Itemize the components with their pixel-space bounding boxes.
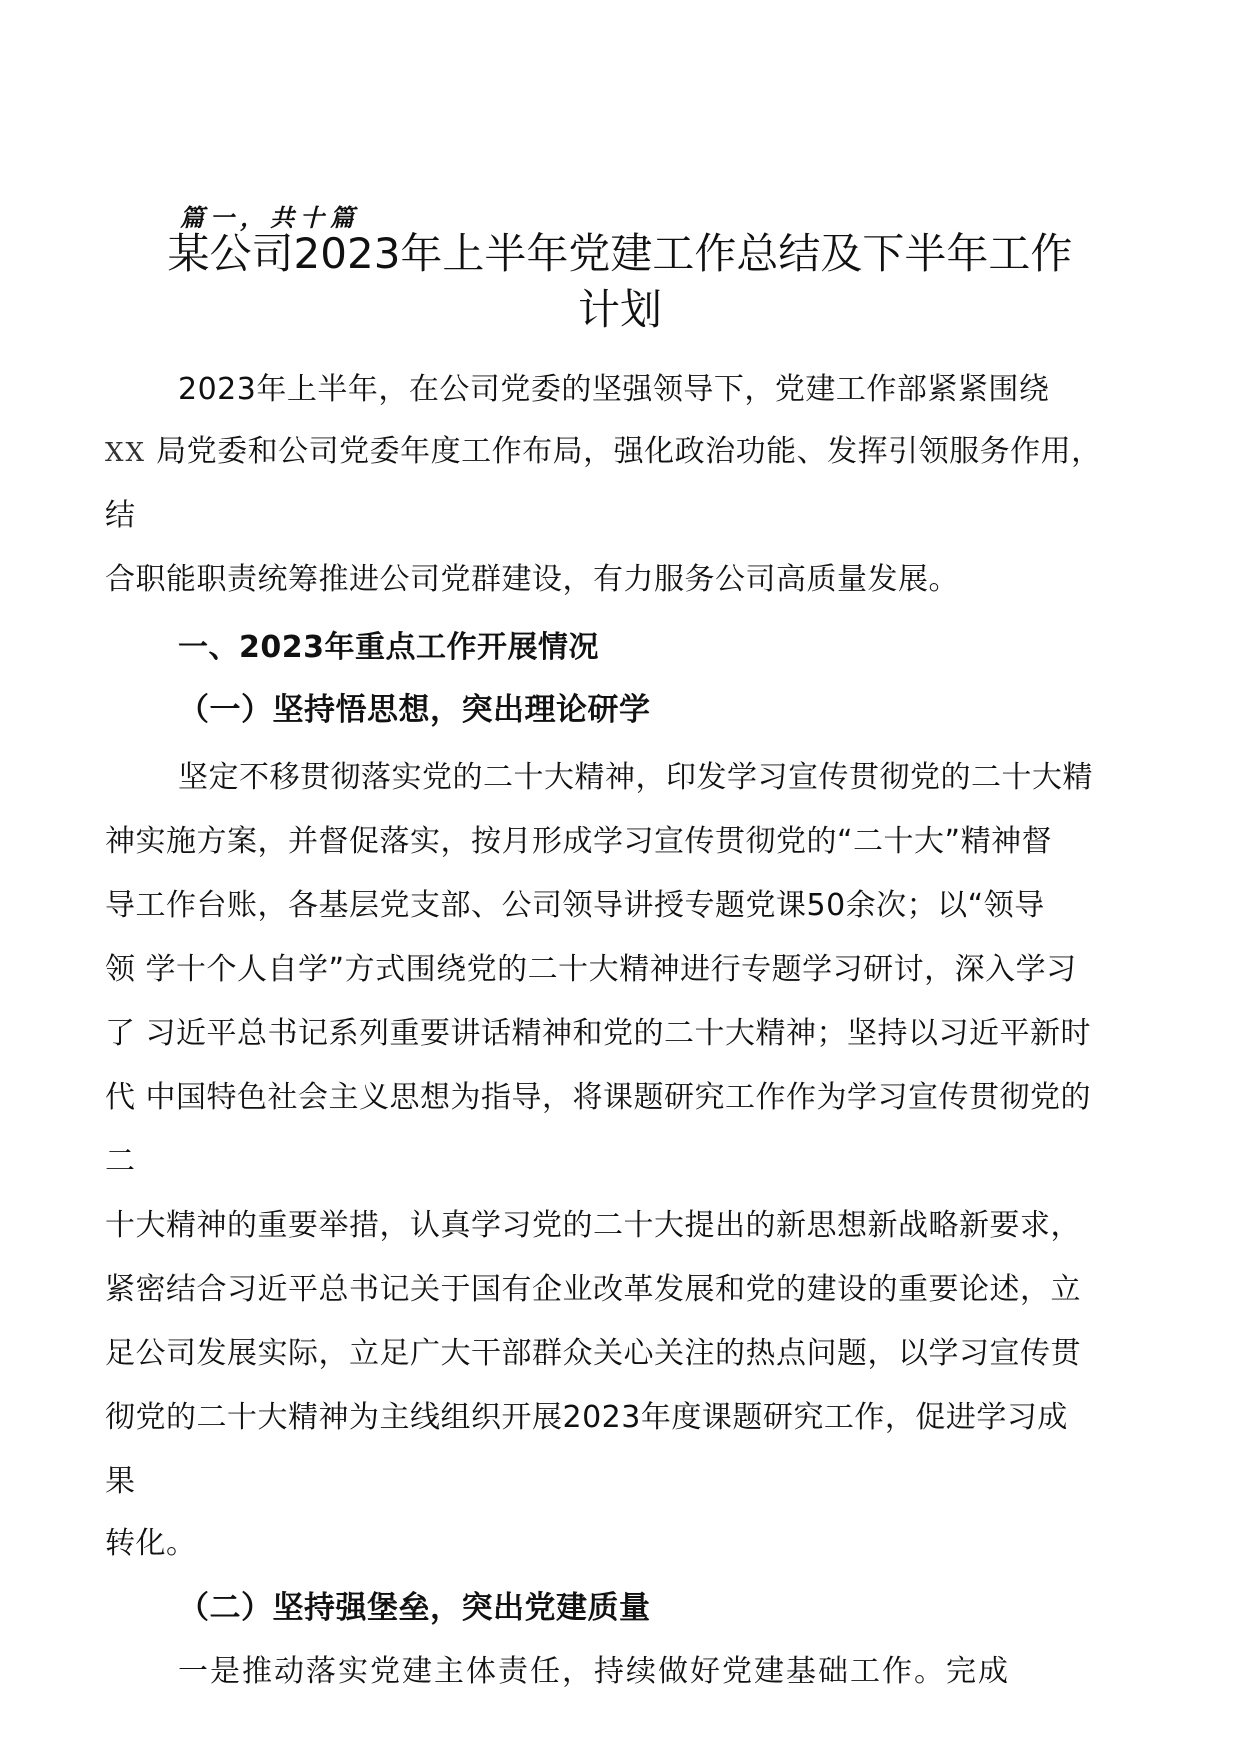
body-line: 转化。 [105, 1526, 197, 1561]
intro-line-2-text: 局党委和公司党委年度工作布局，强化政治功能、发挥引领服务作用， [146, 434, 1102, 469]
body-line: 彻党的二十大精神为主线组织开展2023年度课题研究工作，促进学习成 [105, 1400, 1068, 1435]
intro-line-4: 合职能职责统筹推进公司党群建设，有力服务公司高质量发展。 [105, 562, 959, 597]
document-title-line-2: 计划 [577, 285, 662, 334]
intro-placeholder-xx: XX [105, 438, 147, 468]
subsection-heading-1: （一）坚持悟思想，突出理论研学 [178, 692, 651, 728]
body-line: 果 [105, 1464, 136, 1499]
body-line: 了 习近平总书记系列重要讲话精神和党的二十大精神；坚持以习近平新时 [105, 1016, 1092, 1051]
section-heading-1: 一、2023年重点工作开展情况 [178, 630, 599, 665]
body-line: 一是推动落实党建主体责任，持续做好党建基础工作。完成 [178, 1654, 1010, 1689]
intro-line-3: 结 [105, 498, 136, 533]
body-line: 足公司发展实际，立足广大干部群众关心关注的热点问题，以学习宣传贯 [105, 1336, 1081, 1371]
subsection-heading-2: （二）坚持强堡垒，突出党建质量 [178, 1590, 651, 1626]
body-line: 十大精神的重要举措，认真学习党的二十大提出的新思想新战略新要求， [105, 1208, 1081, 1243]
body-line: 坚定不移贯彻落实党的二十大精神，印发学习宣传贯彻党的二十大精 [178, 760, 1093, 795]
intro-line-1: 2023年上半年，在公司党委的坚强领导下，党建工作部紧紧围绕 [178, 372, 1050, 407]
body-line: 二 [105, 1144, 136, 1179]
series-label: 篇一，共十篇 [180, 203, 360, 232]
body-line: 神实施方案，并督促落实，按月形成学习宣传贯彻党的“二十大”精神督 [105, 824, 1053, 859]
body-line: 紧密结合习近平总书记关于国有企业改革发展和党的建设的重要论述，立 [105, 1272, 1081, 1307]
body-line: 导工作台账，各基层党支部、公司领导讲授专题党课50余次；以“领导 [105, 888, 1045, 923]
intro-line-2 [105, 432, 1102, 473]
document-title-line-1: 某公司2023年上半年党建工作总结及下半年工作 [167, 229, 1073, 278]
body-line: 代 中国特色社会主义思想为指导，将课题研究工作作为学习宣传贯彻党的 [105, 1080, 1092, 1115]
body-line: 领 学十个人自学”方式围绕党的二十大精神进行专题学习研讨，深入学习 [105, 952, 1077, 987]
